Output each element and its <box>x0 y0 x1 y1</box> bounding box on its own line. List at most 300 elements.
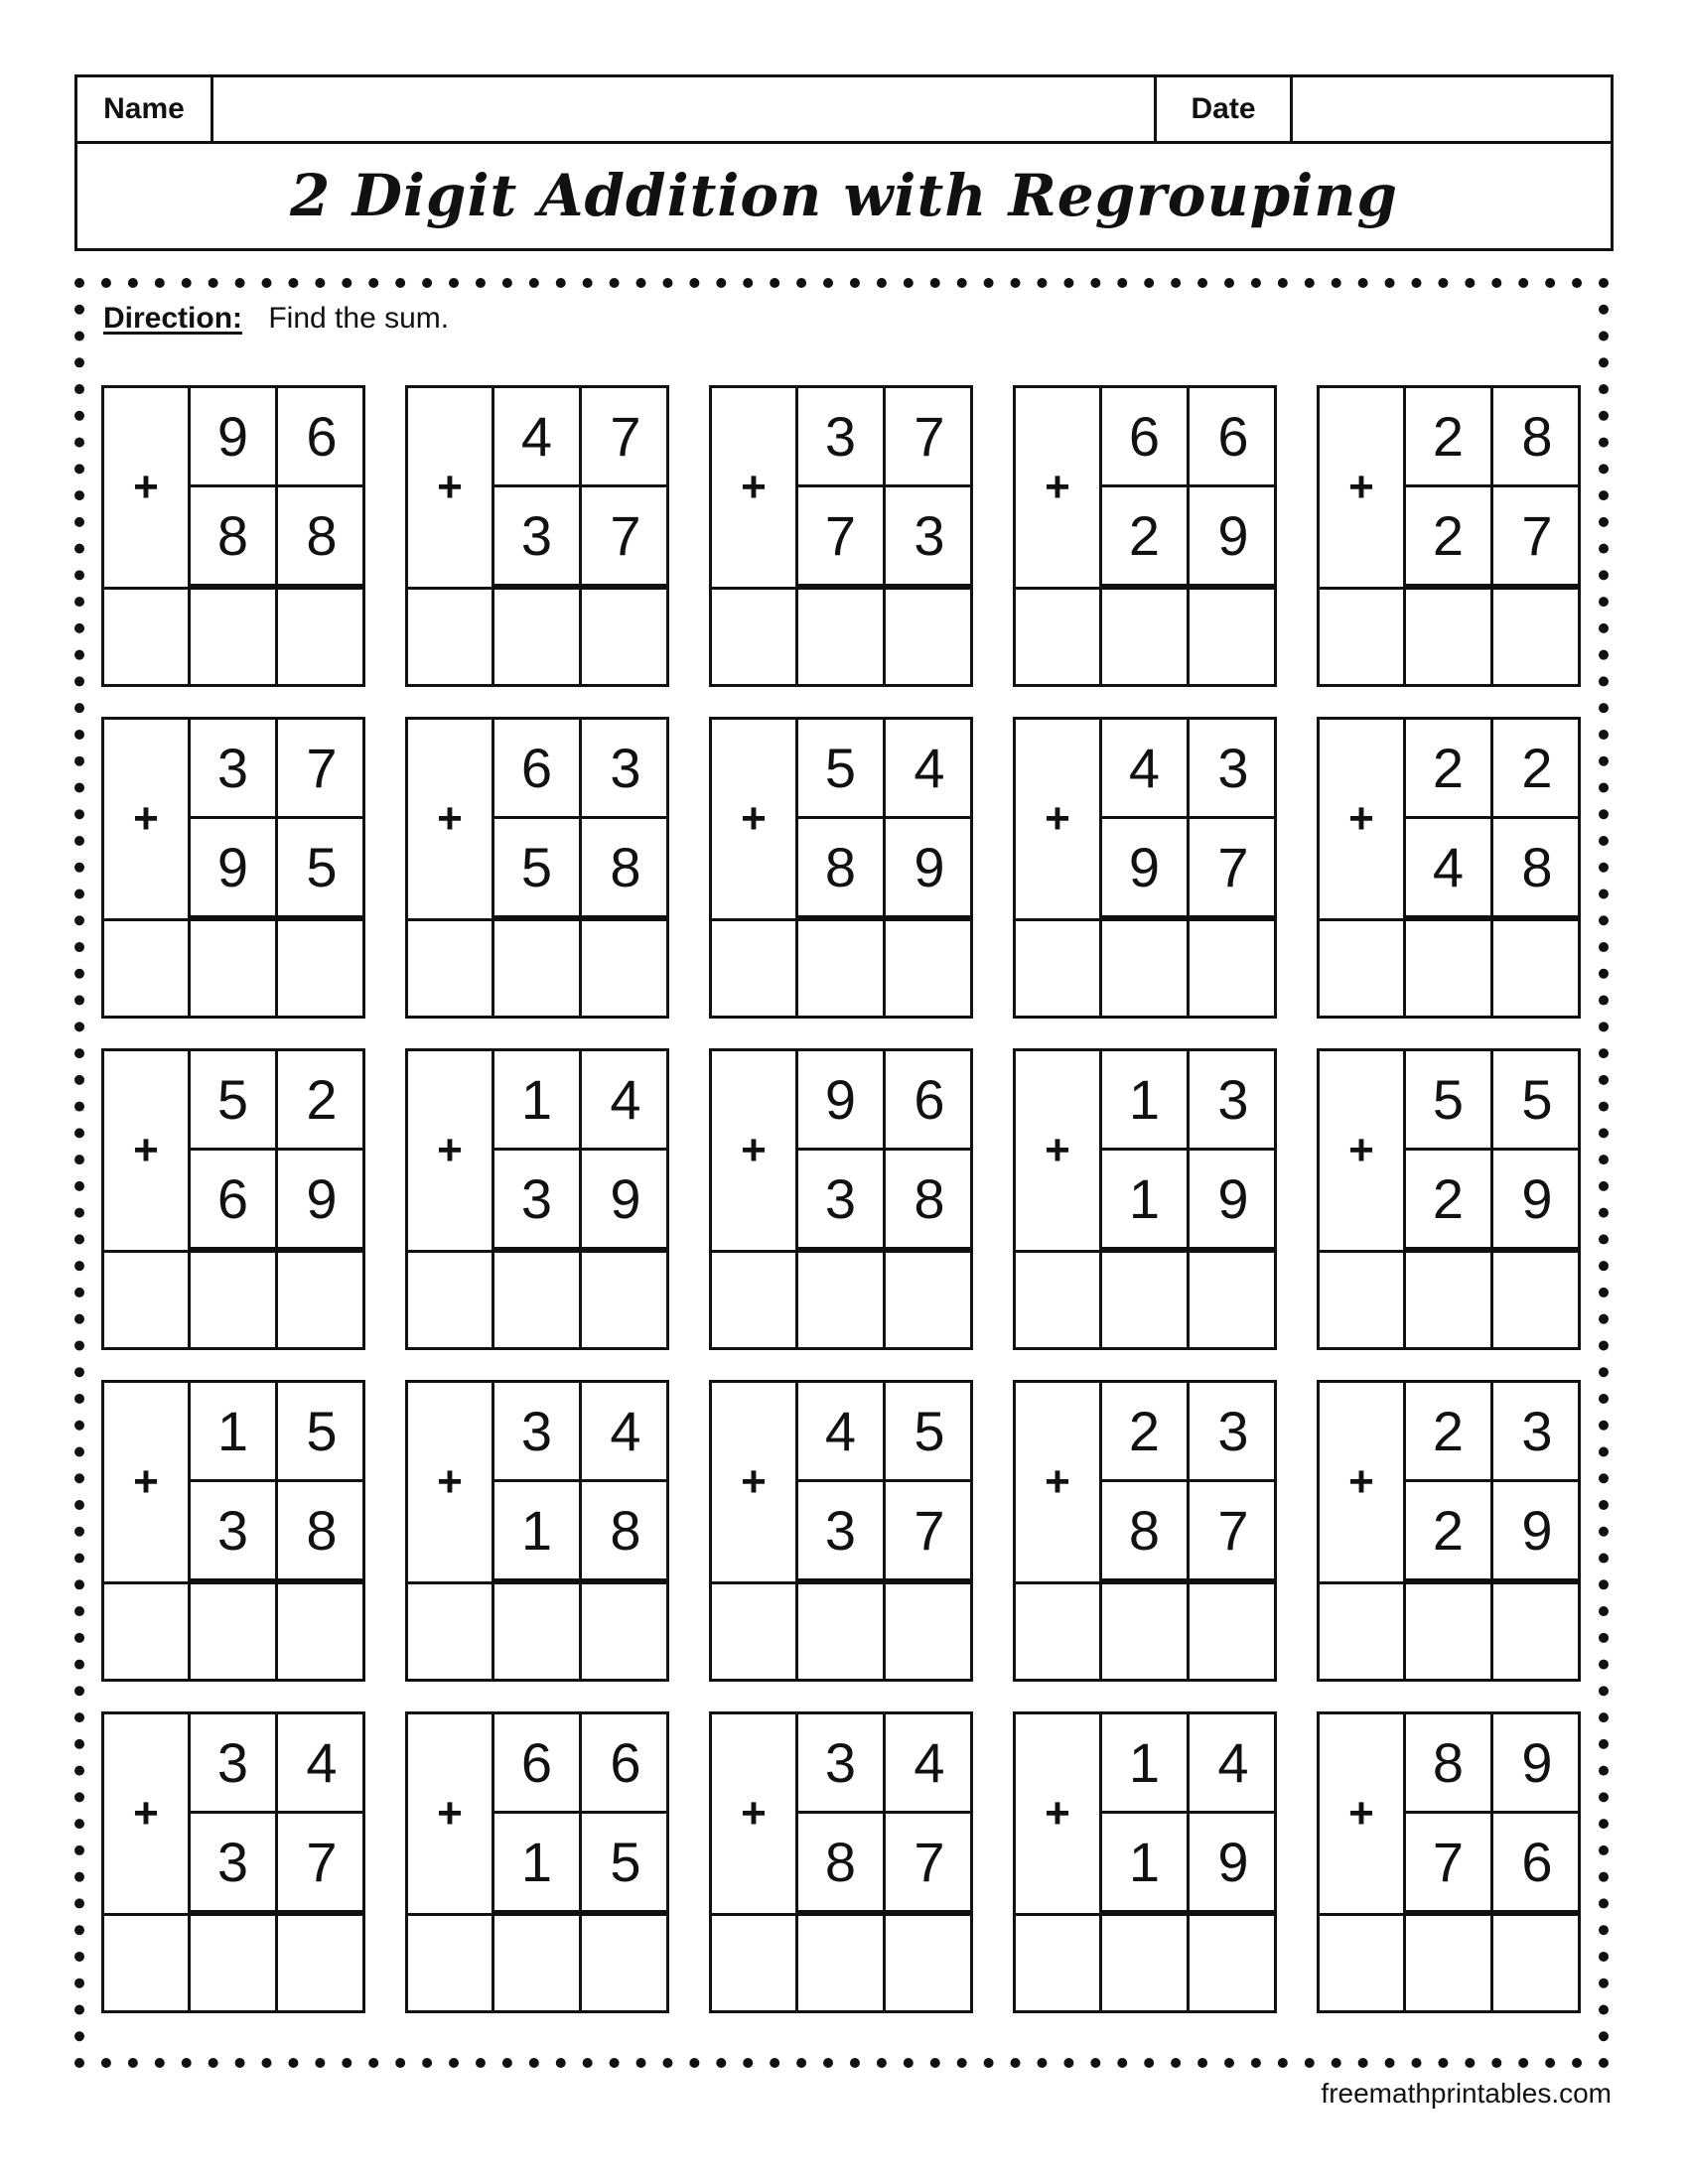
border-dot <box>476 2058 486 2068</box>
answer-tens-box[interactable] <box>191 1913 278 2010</box>
top-tens-digit: 3 <box>798 1714 886 1814</box>
top-ones-digit: 4 <box>582 1051 669 1151</box>
border-dot <box>74 490 84 500</box>
border-dot <box>74 544 84 554</box>
answer-tens-box[interactable] <box>494 918 582 1016</box>
border-dot <box>1599 1766 1609 1776</box>
top-tens-digit: 9 <box>798 1051 886 1151</box>
answer-hundreds-box[interactable] <box>712 1250 798 1347</box>
top-ones-digit: 6 <box>278 388 365 487</box>
border-dot <box>1011 2058 1021 2068</box>
answer-ones-box[interactable] <box>1190 1913 1274 2010</box>
border-dot <box>288 278 298 288</box>
border-dot <box>262 2058 272 2068</box>
top-tens-digit: 1 <box>191 1383 278 1482</box>
border-dot <box>1599 1898 1609 1908</box>
plus-sign: + <box>712 1714 798 1913</box>
top-tens-digit: 2 <box>1406 1383 1493 1482</box>
border-dot <box>1599 809 1609 819</box>
answer-tens-box[interactable] <box>1406 918 1493 1016</box>
border-dot <box>288 2058 298 2068</box>
answer-hundreds-box[interactable] <box>1320 918 1406 1016</box>
border-dot <box>1599 464 1609 474</box>
addition-problem <box>405 717 669 1019</box>
bottom-tens-digit: 9 <box>1102 819 1190 918</box>
answer-ones-box[interactable] <box>1493 1250 1578 1347</box>
answer-hundreds-box[interactable] <box>1320 1581 1406 1679</box>
answer-tens-box[interactable] <box>798 1250 886 1347</box>
answer-ones-box[interactable] <box>1190 1581 1274 1679</box>
bottom-tens-digit: 2 <box>1102 487 1190 587</box>
border-dot <box>1599 863 1609 873</box>
border-dot <box>74 1819 84 1829</box>
answer-tens-box[interactable] <box>1406 1581 1493 1679</box>
border-dot <box>743 2058 753 2068</box>
addition-problem <box>101 1048 365 1350</box>
border-dot <box>74 730 84 740</box>
border-dot <box>636 278 646 288</box>
border-dot <box>74 1048 84 1058</box>
addition-problem <box>1013 385 1277 687</box>
bottom-ones-digit: 9 <box>1190 487 1277 587</box>
top-tens-digit: 3 <box>494 1383 582 1482</box>
answer-hundreds-box[interactable] <box>408 1250 494 1347</box>
border-dot <box>1011 278 1021 288</box>
addition-problem <box>1317 717 1581 1019</box>
border-dot <box>182 278 192 288</box>
top-tens-digit: 3 <box>191 1714 278 1814</box>
plus-sign: + <box>1016 1051 1102 1250</box>
border-dot <box>770 2058 779 2068</box>
answer-tens-box[interactable] <box>1102 1581 1190 1679</box>
border-dot <box>74 1579 84 1589</box>
border-dot <box>74 2004 84 2014</box>
border-dot <box>1599 1739 1609 1749</box>
top-ones-digit: 7 <box>278 720 365 819</box>
answer-ones-box[interactable] <box>278 1913 362 2010</box>
plus-sign: + <box>408 720 494 918</box>
bottom-tens-digit: 8 <box>798 1814 886 1913</box>
border-dot <box>1411 2058 1421 2068</box>
answer-ones-box[interactable] <box>1190 587 1274 684</box>
border-dot <box>1037 278 1047 288</box>
answer-ones-box[interactable] <box>886 587 970 684</box>
border-dot <box>1599 2031 1609 2041</box>
answer-tens-box[interactable] <box>1406 1913 1493 2010</box>
answer-tens-box[interactable] <box>191 1250 278 1347</box>
border-dot <box>689 2058 699 2068</box>
border-dot <box>74 623 84 633</box>
border-dot <box>770 278 779 288</box>
top-ones-digit: 4 <box>886 720 973 819</box>
border-dot <box>74 1128 84 1138</box>
border-dot <box>1332 278 1341 288</box>
border-dot <box>1599 1367 1609 1377</box>
answer-ones-box[interactable] <box>582 1581 666 1679</box>
border-dot <box>1599 1208 1609 1218</box>
bottom-tens-digit: 2 <box>1406 487 1493 587</box>
border-dot <box>74 1500 84 1510</box>
answer-ones-box[interactable] <box>886 1581 970 1679</box>
addition-problem <box>1317 385 1581 687</box>
border-dot <box>74 1394 84 1404</box>
border-dot <box>1599 782 1609 792</box>
name-field[interactable] <box>213 77 1157 141</box>
answer-tens-box[interactable] <box>494 587 582 684</box>
border-dot <box>101 2058 111 2068</box>
border-dot <box>74 1075 84 1085</box>
bottom-tens-digit: 2 <box>1406 1151 1493 1250</box>
border-dot <box>395 278 405 288</box>
bottom-tens-digit: 3 <box>798 1482 886 1581</box>
answer-ones-box[interactable] <box>1190 1250 1274 1347</box>
border-dot <box>155 278 165 288</box>
answer-ones-box[interactable] <box>886 1250 970 1347</box>
border-dot <box>1599 1712 1609 1722</box>
border-dot <box>1599 1606 1609 1616</box>
border-dot <box>1599 1979 1609 1988</box>
border-dot <box>342 2058 352 2068</box>
answer-hundreds-box[interactable] <box>1320 587 1406 684</box>
addition-problem <box>405 385 669 687</box>
plus-sign: + <box>408 1714 494 1913</box>
plus-sign: + <box>104 388 191 587</box>
top-tens-digit: 6 <box>494 1714 582 1814</box>
border-dot <box>823 2058 833 2068</box>
date-field[interactable] <box>1293 77 1611 141</box>
border-dot <box>74 1925 84 1935</box>
border-dot <box>1090 278 1100 288</box>
border-dot <box>1599 730 1609 740</box>
bottom-ones-digit: 9 <box>278 1151 365 1250</box>
border-dot <box>1599 544 1609 554</box>
border-dot <box>1144 2058 1154 2068</box>
border-dot <box>74 1633 84 1643</box>
top-tens-digit: 1 <box>494 1051 582 1151</box>
border-dot <box>1063 278 1073 288</box>
border-dot <box>74 1155 84 1164</box>
top-tens-digit: 9 <box>191 388 278 487</box>
answer-hundreds-box[interactable] <box>712 918 798 1016</box>
border-dot <box>984 2058 994 2068</box>
border-dot <box>74 915 84 925</box>
border-dot <box>74 2058 84 2068</box>
border-dot <box>74 756 84 766</box>
border-dot <box>1599 756 1609 766</box>
border-dot <box>1358 278 1368 288</box>
addition-problem <box>1013 1380 1277 1682</box>
border-dot <box>128 278 138 288</box>
bottom-ones-digit: 7 <box>1493 487 1581 587</box>
border-dot <box>1599 1473 1609 1483</box>
plus-sign: + <box>408 388 494 587</box>
answer-tens-box[interactable] <box>191 918 278 1016</box>
bottom-tens-digit: 7 <box>1406 1814 1493 1913</box>
answer-hundreds-box[interactable] <box>1016 587 1102 684</box>
answer-ones-box[interactable] <box>582 918 666 1016</box>
border-dot <box>342 278 352 288</box>
answer-ones-box[interactable] <box>278 587 362 684</box>
border-dot <box>1385 2058 1395 2068</box>
border-dot <box>74 517 84 527</box>
border-dot <box>1599 1022 1609 1031</box>
bottom-tens-digit: 3 <box>191 1482 278 1581</box>
bottom-tens-digit: 1 <box>494 1482 582 1581</box>
bottom-tens-digit: 8 <box>191 487 278 587</box>
border-dot <box>1599 357 1609 367</box>
plus-sign: + <box>1016 1714 1102 1913</box>
border-dot <box>1599 1102 1609 1112</box>
plus-sign: + <box>408 1051 494 1250</box>
plus-sign: + <box>712 388 798 587</box>
answer-ones-box[interactable] <box>1190 918 1274 1016</box>
answer-tens-box[interactable] <box>191 587 278 684</box>
border-dot <box>1599 1500 1609 1510</box>
answer-tens-box[interactable] <box>798 587 886 684</box>
direction-label: Direction: <box>103 302 243 335</box>
answer-hundreds-box[interactable] <box>104 918 191 1016</box>
border-dot <box>1599 332 1609 341</box>
border-dot <box>1572 278 1582 288</box>
answer-tens-box[interactable] <box>1406 587 1493 684</box>
border-dot <box>1599 1048 1609 1058</box>
border-dot <box>529 278 539 288</box>
top-ones-digit: 4 <box>1190 1714 1277 1814</box>
answer-ones-box[interactable] <box>1493 918 1578 1016</box>
border-dot <box>1090 2058 1100 2068</box>
border-dot <box>1599 384 1609 394</box>
border-dot <box>74 703 84 713</box>
bottom-ones-digit: 9 <box>1190 1151 1277 1250</box>
answer-hundreds-box[interactable] <box>104 587 191 684</box>
addition-problem <box>405 1048 669 1350</box>
bottom-ones-digit: 7 <box>886 1482 973 1581</box>
border-dot <box>1599 650 1609 660</box>
bottom-tens-digit: 3 <box>494 487 582 587</box>
plus-sign: + <box>1016 388 1102 587</box>
border-dot <box>1599 623 1609 633</box>
border-dot <box>368 2058 378 2068</box>
border-dot <box>74 384 84 394</box>
border-dot <box>1144 278 1154 288</box>
border-dot <box>1465 278 1475 288</box>
answer-ones-box[interactable] <box>1493 1913 1578 2010</box>
plus-sign: + <box>712 720 798 918</box>
border-dot <box>1599 517 1609 527</box>
answer-tens-box[interactable] <box>494 1913 582 2010</box>
border-dot <box>1599 1792 1609 1802</box>
top-ones-digit: 3 <box>1493 1383 1581 1482</box>
answer-tens-box[interactable] <box>1102 1250 1190 1347</box>
border-dot <box>1599 1579 1609 1589</box>
plus-sign: + <box>104 1051 191 1250</box>
answer-tens-box[interactable] <box>798 1581 886 1679</box>
border-dot <box>74 1898 84 1908</box>
border-dot <box>74 1686 84 1696</box>
border-dot <box>1599 490 1609 500</box>
addition-problem <box>1013 1048 1277 1350</box>
bottom-ones-digit: 9 <box>1493 1482 1581 1581</box>
plus-sign: + <box>104 1383 191 1581</box>
answer-hundreds-box[interactable] <box>104 1250 191 1347</box>
plus-sign: + <box>712 1383 798 1581</box>
border-dot <box>1599 1633 1609 1643</box>
addition-problem <box>709 1380 973 1682</box>
border-dot <box>74 1234 84 1244</box>
answer-tens-box[interactable] <box>494 1581 582 1679</box>
border-dot <box>1599 411 1609 421</box>
top-tens-digit: 4 <box>798 1383 886 1482</box>
answer-tens-box[interactable] <box>798 918 886 1016</box>
bottom-ones-digit: 8 <box>886 1151 973 1250</box>
answer-ones-box[interactable] <box>1493 587 1578 684</box>
answer-hundreds-box[interactable] <box>104 1581 191 1679</box>
answer-hundreds-box[interactable] <box>1016 1250 1102 1347</box>
answer-tens-box[interactable] <box>1406 1250 1493 1347</box>
border-dot <box>823 278 833 288</box>
border-dot <box>1599 915 1609 925</box>
plus-sign: + <box>1016 720 1102 918</box>
addition-problem <box>709 1711 973 2013</box>
border-dot <box>1599 1234 1609 1244</box>
top-tens-digit: 1 <box>1102 1714 1190 1814</box>
border-dot <box>1599 1155 1609 1164</box>
border-dot <box>74 570 84 580</box>
border-dot <box>74 1952 84 1962</box>
border-dot <box>74 1792 84 1802</box>
border-dot <box>74 1660 84 1670</box>
answer-ones-box[interactable] <box>582 587 666 684</box>
answer-tens-box[interactable] <box>191 1581 278 1679</box>
border-dot <box>1599 1421 1609 1431</box>
border-dot <box>235 278 245 288</box>
plus-sign: + <box>1016 1383 1102 1581</box>
bottom-tens-digit: 1 <box>1102 1151 1190 1250</box>
border-dot <box>1599 676 1609 686</box>
addition-problem <box>101 1711 365 2013</box>
top-tens-digit: 5 <box>1406 1051 1493 1151</box>
border-dot <box>74 438 84 448</box>
border-dot <box>74 1261 84 1271</box>
border-dot <box>1197 278 1207 288</box>
border-dot <box>209 278 218 288</box>
top-ones-digit: 2 <box>278 1051 365 1151</box>
bottom-ones-digit: 8 <box>278 487 365 587</box>
border-dot <box>1117 278 1127 288</box>
border-dot <box>74 1606 84 1616</box>
border-dot <box>74 1102 84 1112</box>
border-dot <box>74 863 84 873</box>
answer-hundreds-box[interactable] <box>104 1913 191 2010</box>
top-tens-digit: 4 <box>494 388 582 487</box>
answer-hundreds-box[interactable] <box>712 587 798 684</box>
border-dot <box>583 2058 593 2068</box>
border-dot <box>583 278 593 288</box>
answer-tens-box[interactable] <box>798 1913 886 2010</box>
top-ones-digit: 6 <box>1190 388 1277 487</box>
answer-hundreds-box[interactable] <box>1320 1913 1406 2010</box>
answer-tens-box[interactable] <box>1102 1913 1190 2010</box>
plus-sign: + <box>712 1051 798 1250</box>
bottom-ones-digit: 9 <box>1493 1151 1581 1250</box>
addition-problem <box>1317 1711 1581 2013</box>
border-dot <box>556 278 566 288</box>
answer-ones-box[interactable] <box>1493 1581 1578 1679</box>
answer-hundreds-box[interactable] <box>408 918 494 1016</box>
border-dot <box>877 2058 887 2068</box>
border-dot <box>556 2058 566 2068</box>
name-date-row <box>77 77 1611 144</box>
bottom-ones-digit: 8 <box>1493 819 1581 918</box>
answer-hundreds-box[interactable] <box>408 1581 494 1679</box>
border-dot <box>1117 2058 1127 2068</box>
border-dot <box>315 278 325 288</box>
answer-ones-box[interactable] <box>582 1250 666 1347</box>
bottom-tens-digit: 8 <box>798 819 886 918</box>
bottom-ones-digit: 8 <box>278 1482 365 1581</box>
answer-hundreds-box[interactable] <box>1320 1250 1406 1347</box>
answer-hundreds-box[interactable] <box>712 1913 798 2010</box>
answer-tens-box[interactable] <box>1102 918 1190 1016</box>
border-dot <box>74 1288 84 1297</box>
answer-hundreds-box[interactable] <box>1016 1581 1102 1679</box>
answer-tens-box[interactable] <box>1102 587 1190 684</box>
border-dot <box>1545 2058 1555 2068</box>
border-dot <box>1599 1845 1609 1855</box>
border-dot <box>74 1473 84 1483</box>
border-dot <box>1599 438 1609 448</box>
bottom-tens-digit: 6 <box>191 1151 278 1250</box>
border-dot <box>1599 1527 1609 1537</box>
bottom-tens-digit: 3 <box>494 1151 582 1250</box>
answer-ones-box[interactable] <box>886 1913 970 2010</box>
border-dot <box>1518 278 1528 288</box>
bottom-ones-digit: 5 <box>582 1814 669 1913</box>
border-dot <box>662 2058 672 2068</box>
border-dot <box>74 278 84 288</box>
bottom-ones-digit: 6 <box>1493 1814 1581 1913</box>
border-dot <box>74 1340 84 1350</box>
answer-ones-box[interactable] <box>278 1250 362 1347</box>
border-dot <box>449 2058 459 2068</box>
border-dot <box>1599 278 1609 288</box>
bottom-ones-digit: 7 <box>582 487 669 587</box>
answer-ones-box[interactable] <box>278 918 362 1016</box>
border-dot <box>74 1766 84 1776</box>
answer-hundreds-box[interactable] <box>408 587 494 684</box>
border-dot <box>529 2058 539 2068</box>
answer-hundreds-box[interactable] <box>408 1913 494 2010</box>
answer-tens-box[interactable] <box>494 1250 582 1347</box>
answer-hundreds-box[interactable] <box>1016 1913 1102 2010</box>
border-dot <box>1599 1872 1609 1882</box>
answer-hundreds-box[interactable] <box>1016 918 1102 1016</box>
footer-site: freemathprintables.com <box>1321 2078 1612 2109</box>
answer-ones-box[interactable] <box>278 1581 362 1679</box>
border-dot <box>74 1845 84 1855</box>
answer-ones-box[interactable] <box>886 918 970 1016</box>
bottom-tens-digit: 3 <box>798 1151 886 1250</box>
border-dot <box>1224 2058 1234 2068</box>
answer-hundreds-box[interactable] <box>712 1581 798 1679</box>
bottom-tens-digit: 1 <box>494 1814 582 1913</box>
top-tens-digit: 3 <box>191 720 278 819</box>
border-dot <box>128 2058 138 2068</box>
plus-sign: + <box>1320 388 1406 587</box>
answer-ones-box[interactable] <box>582 1913 666 2010</box>
top-ones-digit: 2 <box>1493 720 1581 819</box>
border-dot <box>1599 1925 1609 1935</box>
